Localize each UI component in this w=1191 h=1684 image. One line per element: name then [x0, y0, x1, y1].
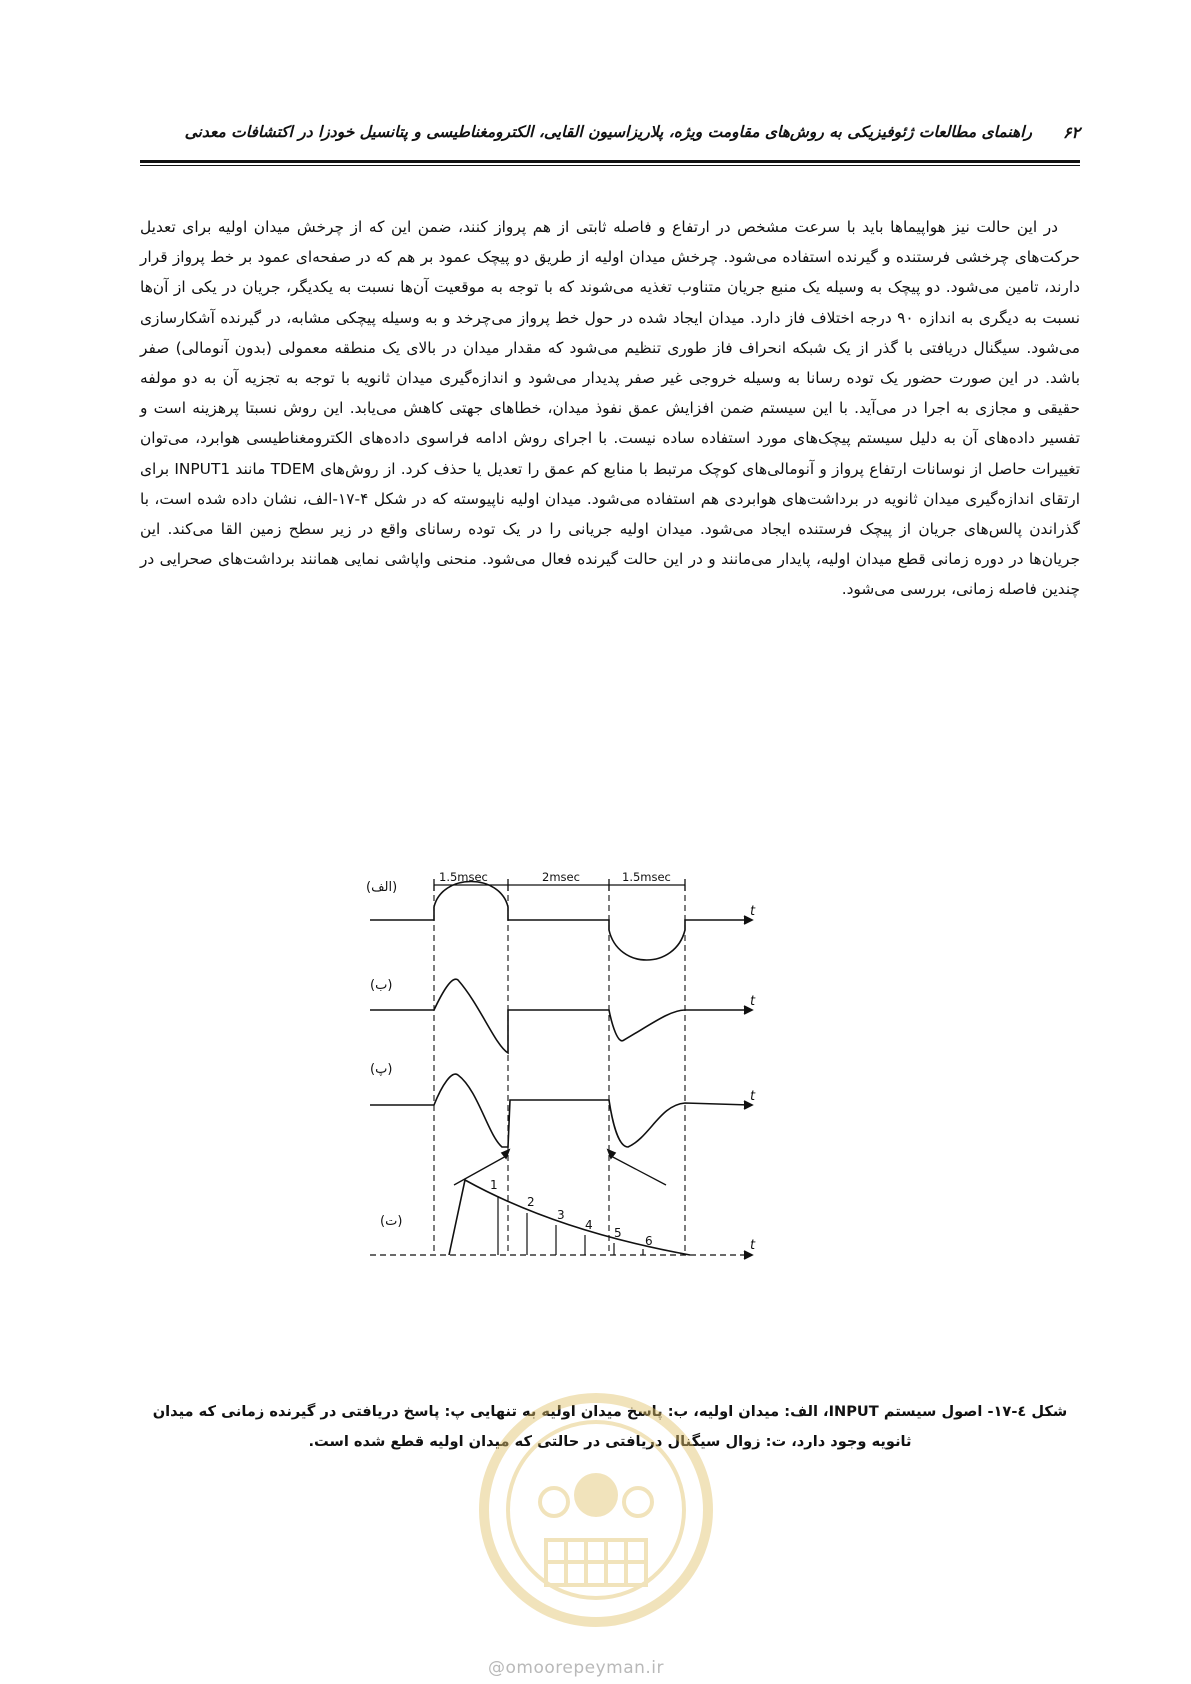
duration-label: 2msec — [542, 870, 580, 884]
header-rule — [140, 160, 1080, 163]
page-number: ۶۲ — [1062, 123, 1080, 142]
paragraph: در این حالت نیز هواپیماها باید با سرعت مشخص در ارتفاع و فاصله ثابتی از هم پرواز کنند، ضمن این که از چرخش میدان اولیه برای تعدیل حرکت‌های چرخشی فرستنده و گیرنده استفاده می‌شود. چرخش میدان اولیه از طریق دو پیچک عمود بر هم که در صفحه‌ای عمود بر خط پرواز قرار دارند، تامین می‌شود. دو پیچک به وسیله یک منبع جریان متناوب تغذیه می‌شوند که با توجه به موقعیت آن‌ها نسبت به یکدیگر، جریان در یکی از آن‌ها نسبت به دیگری به اندازه ۹۰ درجه اختلاف فاز دارد. میدان ایجاد شده در حول خط پرواز می‌چرخد و به وسیله پیچکی مشابه، در گیرنده آشکارسازی می‌شود. سیگنال دریافتی با گذر از یک شبکه انحراف فاز طوری تنظیم می‌شود که مقدار میدان در بالای یک منطقه معمولی (بدون آنومالی) صفر باشد. در این صورت حضور یک توده رسانا به وسیله خروجی غیر صفر پدیدار می‌شود و اندازه‌گیری میدان ثانویه با توجه به تجزیه آن به دو مولفه حقیقی و مجازی به اجرا در می‌آید. با این سیستم ضمن افزایش عمق نفوذ میدان، خطاهای جهتی کاهش می‌یابد. این روش نسبتا پرهزینه است و تفسیر داده‌های آن به دلیل سیستم پیچک‌های مورد استفاده ساده نیست. با اجرای روش ادامه فراسوی داده‌های الکترومغناطیسی هوابرد، می‌توان تغییرات حاصل از نوسانات ارتفاع پرواز و آنومالی‌های کوچک مرتبط با منابع کم عمق را تعدیل یا حذف کرد. از روش‌های TDEM مانند INPUT1 برای ارتقای اندازه‌گیری میدان ثانویه در برداشت‌های هوابردی هم استفاده می‌شود. میدان اولیه ناپیوسته که در شکل ۴-۱۷-الف، نشان داده شده است، با گذراندن پالس‌های جریان از پیچک فرستنده ایجاد می‌شود. میدان اولیه جریانی را در یک توده رسانای واقع در زیر سطح زمین القا می‌کند. این جریان‌ها در دوره زمانی قطع میدان اولیه، پایدار می‌مانند و در این حالت گیرنده فعال می‌شود. منحنی واپاشی نمایی همانند برداشت‌های صحرایی در چندین فاصله زمانی، بررسی می‌شود. — [140, 218, 1080, 599]
figure-input-system — [360, 855, 830, 1325]
axis-label: t — [750, 1238, 756, 1253]
channel-number: 1 — [490, 1178, 498, 1192]
panel-label: (پ) — [370, 1062, 393, 1077]
channel-number: 4 — [585, 1218, 593, 1232]
panel-label: (ب) — [370, 978, 393, 993]
duration-label: 1.5msec — [622, 870, 671, 884]
header-rule-thin — [140, 165, 1080, 166]
waveform-diagram — [360, 855, 830, 1325]
watermark-url: @omoorepeyman.ir — [488, 1658, 665, 1678]
running-title: راهنمای مطالعات ژئوفیزیکی به روش‌های مقاومت ویژه، پلاریزاسیون القایی، الکترومغناطیسی و پتانسیل خودزا در اکتشافات معدنی — [184, 123, 1032, 141]
guide-line — [434, 885, 685, 1255]
figure-caption: شکل ٤-١٧- اصول سیستم INPUT، الف: میدان اولیه، ب: پاسخ میدان اولیه به تنهایی پ: پاسخ دریافتی در گیرنده زمانی که میدان ثانویه وجود دارد، ت: زوال سیگنال دریافتی در حالتی که میدان اولیه قطع شده است. — [152, 1403, 1068, 1450]
body-text — [140, 212, 1080, 605]
axis-label: t — [750, 994, 756, 1009]
arrow-to-decay — [454, 1155, 508, 1185]
decay-curve — [449, 1180, 690, 1255]
channel-number: 5 — [614, 1226, 622, 1240]
page-header — [140, 123, 1080, 163]
panel-label: (ت) — [380, 1214, 403, 1229]
primary-response-curve — [370, 979, 750, 1053]
channel-number: 6 — [645, 1234, 653, 1248]
channel-number: 2 — [527, 1195, 535, 1209]
watermark-logo — [476, 1390, 716, 1630]
channel-number: 3 — [557, 1208, 565, 1222]
panel-label: (الف) — [366, 880, 398, 895]
arrow-to-decay — [609, 1155, 666, 1185]
received-response-curve — [370, 1074, 750, 1147]
duration-label: 1.5msec — [439, 870, 488, 884]
axis-label: t — [750, 1089, 756, 1104]
axis-label: t — [750, 904, 756, 919]
primary-field-curve — [370, 882, 750, 961]
